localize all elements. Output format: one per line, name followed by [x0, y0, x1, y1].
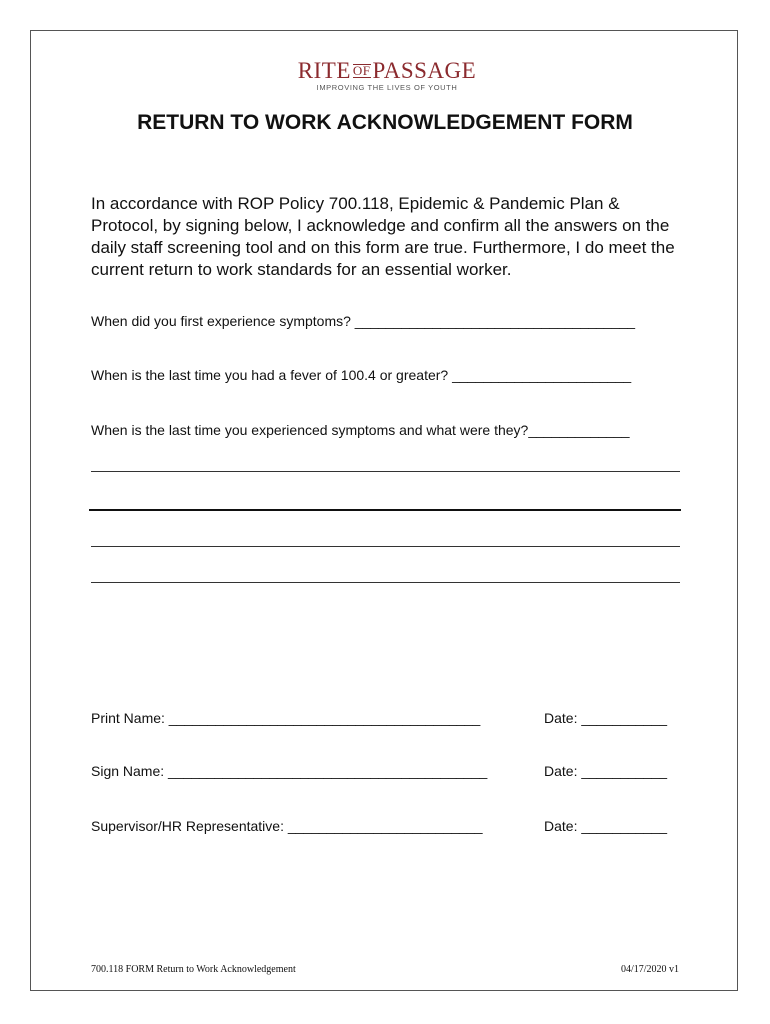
question-last-fever[interactable]: When is the last time you had a fever of 100.4 or greater? _______________________: [91, 367, 632, 383]
form-page: [30, 30, 738, 991]
answer-line[interactable]: [91, 582, 680, 583]
intro-paragraph: In accordance with ROP Policy 700.118, Epidemic & Pandemic Plan & Protocol, by signing below, I acknowledge and confirm all the answers on the daily staff screening tool and on this form are true. Furthermore, I do meet the current return to work standards for an essential worker.: [91, 194, 675, 279]
answer-line-thick[interactable]: [89, 509, 681, 511]
answer-line[interactable]: [91, 471, 680, 472]
question-first-symptoms[interactable]: When did you first experience symptoms? ____________________________________: [91, 313, 636, 329]
question-last-symptoms[interactable]: When is the last time you experienced symptoms and what were they?_____________: [91, 422, 630, 438]
sign-name-date-field[interactable]: Date: ___________: [544, 763, 667, 779]
footer-form-id: 700.118 FORM Return to Work Acknowledgement: [91, 964, 296, 975]
supervisor-field[interactable]: Supervisor/HR Representative: _________________________: [91, 818, 483, 834]
footer-version-date: 04/17/2020 v1: [620, 964, 679, 975]
logo-tagline: IMPROVING THE LIVES OF YOUTH: [316, 83, 458, 92]
answer-line[interactable]: [91, 546, 680, 547]
logo-passage: PASSAGE: [372, 58, 477, 83]
logo-of: OF: [352, 63, 371, 78]
print-name-field[interactable]: Print Name: ________________________________________: [91, 710, 481, 726]
logo-rite: RITE: [297, 58, 351, 83]
rite-of-passage-logo: [292, 59, 482, 95]
sign-name-field[interactable]: Sign Name: _________________________________________: [91, 763, 488, 779]
form-title: RETURN TO WORK ACKNOWLEDGEMENT FORM: [137, 111, 633, 134]
supervisor-date-field[interactable]: Date: ___________: [544, 818, 667, 834]
logo-wordmark: [292, 59, 482, 83]
print-name-date-field[interactable]: Date: ___________: [544, 710, 667, 726]
